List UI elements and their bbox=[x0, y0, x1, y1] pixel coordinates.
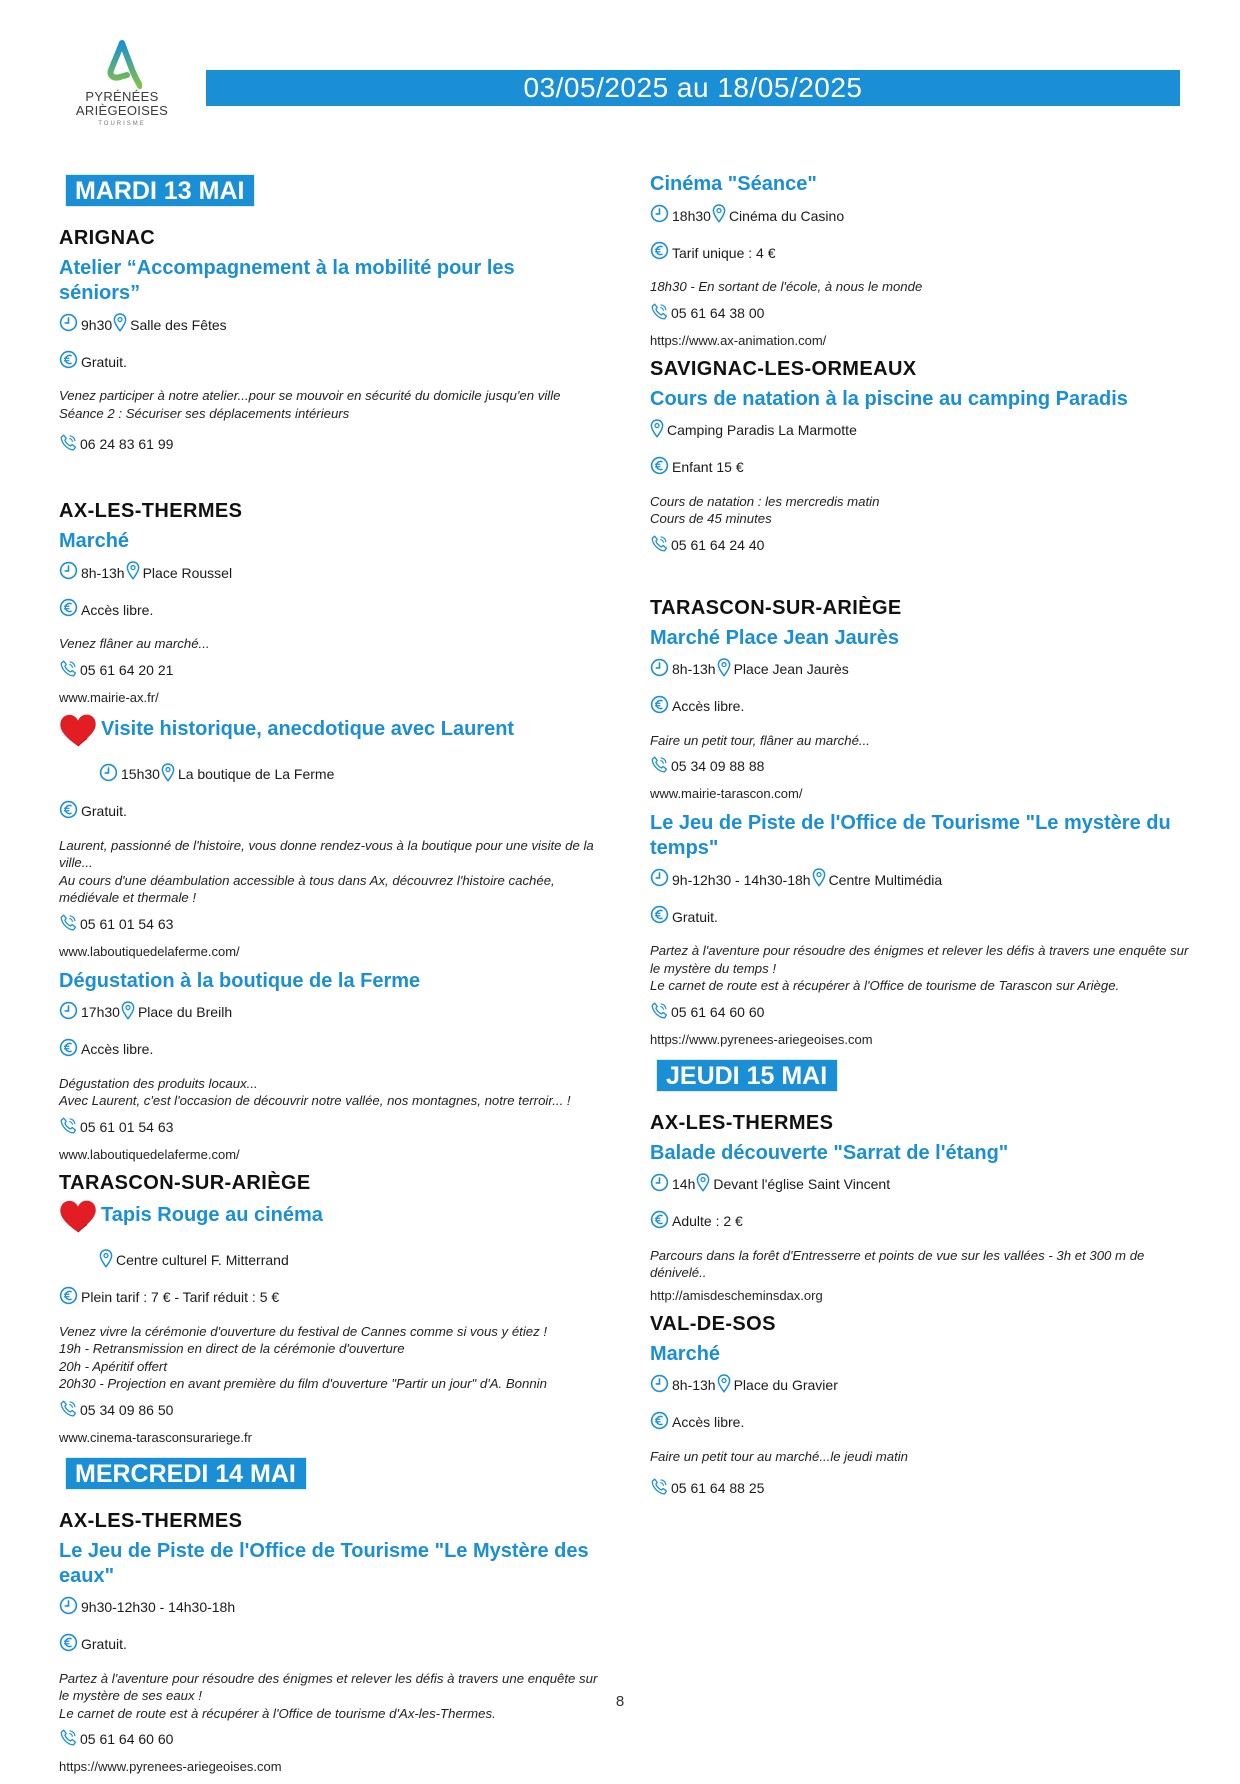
euro-icon bbox=[59, 350, 78, 373]
event-card bbox=[59, 529, 599, 705]
event-title[interactable]: Marché Place Jean Jaurès bbox=[650, 626, 900, 649]
event-time: 17h30 bbox=[81, 1004, 120, 1020]
event-title[interactable]: Visite historique, anecdotique avec Laurent bbox=[101, 717, 515, 740]
phone-number[interactable]: 05 34 09 88 88 bbox=[671, 758, 765, 774]
event-title[interactable]: Le Jeu de Piste de l'Office de Tourisme "Le mystère du temps" bbox=[650, 812, 1171, 859]
heart-icon bbox=[57, 711, 99, 756]
event-time: 8h-13h bbox=[672, 661, 716, 677]
description-line: Venez flâner au marché... bbox=[59, 636, 210, 651]
description-line: Faire un petit tour au marché...le jeudi matin bbox=[650, 1448, 909, 1464]
event-price bbox=[59, 350, 599, 373]
description-line: 20h - Apéritif offert bbox=[59, 1358, 167, 1374]
description-line: Le carnet de route est à récupérer à l'Office de tourisme de Tarascon sur Ariège. bbox=[650, 978, 1120, 993]
event-place-row bbox=[99, 1249, 599, 1272]
town-heading: ARIGNAC bbox=[59, 227, 156, 249]
event-description bbox=[59, 635, 599, 653]
phone-icon bbox=[59, 913, 78, 935]
phone-icon bbox=[650, 1477, 669, 1499]
description-line: Cours de natation : les mercredis matin bbox=[650, 493, 880, 509]
description-line: Partez à l'aventure pour résoudre des énigmes et relever les défis à travers une enquête sur le mystère du temps ! bbox=[650, 943, 1189, 976]
event-description bbox=[59, 1323, 599, 1393]
event-website[interactable]: https://www.pyrenees-ariegeoises.com bbox=[650, 1031, 873, 1047]
event-time: 15h30 bbox=[121, 766, 160, 782]
description-line: 19h - Retransmission en direct de la cérémonie d'ouverture bbox=[59, 1341, 405, 1356]
euro-icon bbox=[650, 905, 669, 928]
phone-number[interactable]: 05 61 64 60 60 bbox=[80, 1731, 174, 1747]
description-line: Cours de 45 minutes bbox=[650, 511, 772, 526]
event-phone bbox=[59, 1399, 599, 1421]
phone-number[interactable]: 05 61 01 54 63 bbox=[80, 915, 174, 932]
event-place: Centre Multimédia bbox=[828, 871, 943, 888]
left-column bbox=[59, 174, 599, 1784]
phone-number[interactable]: 05 61 64 38 00 bbox=[671, 304, 765, 321]
event-place: Centre culturel F. Mitterrand bbox=[116, 1252, 289, 1268]
location-pin-icon bbox=[650, 419, 664, 442]
phone-number[interactable]: 05 61 64 60 60 bbox=[671, 1003, 765, 1020]
right-column bbox=[650, 172, 1190, 1508]
description-line: Partez à l'aventure pour résoudre des énigmes et relever les défis à travers une enquête sur le mystère de ses eaux ! bbox=[59, 1670, 598, 1703]
event-phone bbox=[59, 659, 599, 681]
event-place: Place Jean Jaurès bbox=[733, 661, 849, 677]
event-time-place bbox=[59, 313, 599, 336]
event-description bbox=[650, 493, 1190, 528]
event-website[interactable]: www.mairie-tarascon.com/ bbox=[650, 786, 803, 801]
event-description bbox=[59, 1075, 599, 1110]
clock-icon bbox=[99, 763, 118, 786]
event-website[interactable]: www.laboutiquedelaferme.com/ bbox=[59, 943, 240, 959]
phone-icon bbox=[59, 433, 78, 455]
event-time-place bbox=[59, 1001, 599, 1024]
location-pin-icon bbox=[126, 561, 140, 584]
event-phone bbox=[650, 534, 1190, 556]
event-price-text: Enfant 15 € bbox=[672, 459, 744, 475]
event-price bbox=[650, 241, 1190, 264]
heart-icon bbox=[57, 1197, 99, 1242]
event-card bbox=[650, 1342, 1190, 1500]
logo-mountain-icon bbox=[102, 40, 142, 90]
event-time: 9h30 bbox=[81, 316, 113, 333]
event-place: Camping Paradis La Marmotte bbox=[667, 422, 857, 438]
event-time: 14h bbox=[672, 1176, 696, 1192]
event-title[interactable]: Tapis Rouge au cinéma bbox=[101, 1203, 323, 1226]
event-card bbox=[650, 626, 1190, 802]
event-description bbox=[650, 1448, 1190, 1466]
event-phone bbox=[650, 1001, 1190, 1023]
event-card bbox=[650, 387, 1190, 556]
event-title[interactable]: Cours de natation à la piscine au camping Paradis bbox=[650, 387, 1128, 410]
day-heading: JEUDI 15 MAI bbox=[656, 1059, 838, 1092]
description-line: 20h30 - Projection en avant première du film d'ouverture "Partir un jour" d'A. Bonnin bbox=[59, 1376, 547, 1391]
favorite-event-title bbox=[57, 1201, 599, 1242]
event-description bbox=[59, 837, 599, 907]
event-phone bbox=[59, 1116, 599, 1138]
event-title[interactable]: Marché bbox=[59, 530, 130, 552]
event-place-row bbox=[650, 419, 1190, 442]
clock-icon bbox=[59, 561, 78, 584]
event-time-place bbox=[59, 561, 599, 584]
phone-number[interactable]: 05 61 64 88 25 bbox=[671, 1480, 765, 1496]
clock-icon bbox=[650, 1374, 669, 1397]
town-heading: AX-LES-THERMES bbox=[59, 500, 243, 522]
event-price-text: Accès libre. bbox=[81, 601, 154, 618]
event-phone bbox=[59, 433, 599, 455]
phone-number[interactable]: 05 61 64 20 21 bbox=[80, 661, 174, 678]
event-place: Salle des Fêtes bbox=[130, 316, 227, 333]
clock-icon bbox=[59, 313, 78, 336]
description-line: Le carnet de route est à récupérer à l'Office de tourisme d'Ax-les-Thermes. bbox=[59, 1705, 496, 1721]
euro-icon bbox=[59, 1286, 78, 1309]
event-phone bbox=[59, 913, 599, 935]
clock-icon bbox=[650, 868, 669, 891]
event-title[interactable]: Dégustation à la boutique de la Ferme bbox=[59, 969, 421, 992]
event-card bbox=[650, 1141, 1190, 1303]
location-pin-icon bbox=[161, 763, 175, 786]
event-title[interactable]: Atelier “Accompagnement à la mobilité pour les séniors” bbox=[59, 257, 515, 304]
event-price-text: Accès libre. bbox=[672, 1414, 745, 1430]
event-description bbox=[59, 387, 599, 422]
phone-icon bbox=[650, 302, 669, 324]
event-website[interactable]: www.laboutiquedelaferme.com/ bbox=[59, 1146, 240, 1162]
phone-number[interactable]: 06 24 83 61 99 bbox=[80, 436, 174, 452]
page-number: 8 bbox=[615, 1693, 625, 1710]
phone-icon bbox=[650, 534, 669, 556]
description-line: Séance 2 : Sécuriser ses déplacements intérieurs bbox=[59, 405, 350, 421]
event-price bbox=[650, 1411, 1190, 1434]
location-pin-icon bbox=[121, 1001, 135, 1024]
location-pin-icon bbox=[712, 204, 726, 227]
event-place: Place Roussel bbox=[142, 564, 233, 581]
phone-icon bbox=[59, 659, 78, 681]
event-price-text: Accès libre. bbox=[672, 698, 745, 714]
event-price bbox=[650, 905, 1190, 928]
town-heading: AX-LES-THERMES bbox=[59, 1509, 243, 1532]
event-time: 18h30 bbox=[672, 207, 711, 224]
phone-number[interactable]: 05 61 64 24 40 bbox=[671, 536, 765, 553]
event-time: 8h-13h bbox=[81, 564, 125, 581]
event-time-place bbox=[650, 658, 1190, 681]
description-line: Venez participer à notre atelier...pour se mouvoir en sécurité du domicile jusqu'en ville bbox=[59, 388, 561, 403]
event-website[interactable]: http://amisdescheminsdax.org bbox=[650, 1287, 823, 1303]
event-description bbox=[650, 1247, 1190, 1282]
event-price bbox=[59, 1633, 599, 1656]
logo-line-2: ARIÈGEOISES bbox=[75, 103, 169, 118]
location-pin-icon bbox=[99, 1249, 113, 1272]
event-place: Place du Gravier bbox=[733, 1377, 838, 1393]
event-time-row bbox=[59, 1596, 599, 1619]
brand-logo bbox=[74, 40, 170, 127]
euro-icon bbox=[650, 1411, 669, 1434]
event-description bbox=[650, 942, 1190, 995]
event-card bbox=[59, 969, 599, 1162]
phone-number[interactable]: 05 61 01 54 63 bbox=[80, 1118, 174, 1135]
location-pin-icon bbox=[812, 868, 826, 891]
clock-icon bbox=[59, 1001, 78, 1024]
event-description bbox=[650, 732, 1190, 750]
description-line: Venez vivre la cérémonie d'ouverture du festival de Cannes comme si vous y étiez ! bbox=[59, 1323, 548, 1339]
event-card bbox=[59, 1539, 599, 1775]
event-card bbox=[650, 172, 1190, 348]
event-price-text: Accès libre. bbox=[81, 1041, 154, 1057]
event-price-text: Gratuit. bbox=[81, 353, 127, 370]
event-time-place bbox=[650, 1374, 1190, 1397]
day-heading: MARDI 13 MAI bbox=[65, 174, 255, 207]
event-card bbox=[650, 811, 1190, 1047]
description-line: 18h30 - En sortant de l'école, à nous le monde bbox=[650, 279, 923, 294]
event-price bbox=[59, 1286, 599, 1309]
location-pin-icon bbox=[717, 658, 731, 681]
town-heading: TARASCON-SUR-ARIÈGE bbox=[650, 596, 902, 619]
event-website[interactable]: www.cinema-tarasconsurariege.fr bbox=[59, 1429, 252, 1445]
favorite-event-title bbox=[57, 715, 599, 756]
event-price bbox=[650, 695, 1190, 718]
day-heading: MERCREDI 14 MAI bbox=[65, 1457, 307, 1490]
event-price-text: Adulte : 2 € bbox=[672, 1213, 743, 1229]
phone-icon bbox=[59, 1116, 78, 1138]
event-price bbox=[650, 456, 1190, 479]
phone-icon bbox=[59, 1728, 78, 1750]
event-website[interactable]: https://www.pyrenees-ariegeoises.com bbox=[59, 1759, 282, 1774]
phone-icon bbox=[59, 1399, 78, 1421]
description-line: Dégustation des produits locaux... bbox=[59, 1075, 258, 1091]
euro-icon bbox=[650, 1210, 669, 1233]
location-pin-icon bbox=[717, 1374, 731, 1397]
description-line: Faire un petit tour, flâner au marché... bbox=[650, 732, 870, 748]
event-place: La boutique de La Ferme bbox=[177, 766, 335, 782]
event-title[interactable]: Le Jeu de Piste de l'Office de Tourisme "Le Mystère des eaux" bbox=[59, 1539, 589, 1587]
event-time: 8h-13h bbox=[672, 1377, 716, 1393]
event-phone bbox=[650, 302, 1190, 324]
logo-line-3: TOURISME bbox=[98, 121, 146, 127]
logo-line-1: PYRÉNÉES bbox=[85, 89, 159, 104]
event-place: Devant l'église Saint Vincent bbox=[713, 1176, 891, 1192]
event-card bbox=[59, 715, 599, 959]
event-time: 9h30-12h30 - 14h30-18h bbox=[81, 1599, 236, 1615]
event-time-place bbox=[99, 763, 599, 786]
euro-icon bbox=[650, 695, 669, 718]
euro-icon bbox=[650, 456, 669, 479]
event-website[interactable]: https://www.ax-animation.com/ bbox=[650, 332, 827, 348]
event-phone bbox=[650, 1477, 1190, 1499]
euro-icon bbox=[59, 598, 78, 621]
euro-icon bbox=[59, 1038, 78, 1061]
town-heading: VAL-DE-SOS bbox=[650, 1312, 776, 1335]
town-heading: SAVIGNAC-LES-ORMEAUX bbox=[650, 357, 917, 380]
description-line: Au cours d'une déambulation accessible à tous dans Ax, découvrez l'histoire cachée, médiévale et thermale ! bbox=[59, 872, 555, 905]
phone-number[interactable]: 05 34 09 86 50 bbox=[80, 1401, 174, 1418]
event-price bbox=[650, 1210, 1190, 1233]
event-price bbox=[59, 1038, 599, 1061]
event-price-text: Plein tarif : 7 € - Tarif réduit : 5 € bbox=[81, 1289, 280, 1305]
event-price-text: Gratuit. bbox=[81, 1636, 127, 1652]
event-place: Place du Breilh bbox=[137, 1004, 233, 1020]
date-range-banner: 03/05/2025 au 18/05/2025 bbox=[206, 70, 1180, 106]
event-time-place bbox=[650, 204, 1190, 227]
event-description bbox=[650, 278, 1190, 296]
event-place: Cinéma du Casino bbox=[728, 207, 845, 224]
town-heading: AX-LES-THERMES bbox=[650, 1111, 834, 1134]
event-website[interactable]: www.mairie-ax.fr/ bbox=[59, 689, 159, 705]
location-pin-icon bbox=[113, 313, 127, 336]
euro-icon bbox=[650, 241, 669, 264]
event-card bbox=[59, 1201, 599, 1445]
event-price-text: Gratuit. bbox=[81, 803, 127, 819]
event-time-place bbox=[650, 1173, 1190, 1196]
event-time-place bbox=[650, 868, 1190, 891]
event-price bbox=[59, 800, 599, 823]
location-pin-icon bbox=[696, 1173, 710, 1196]
description-line: Parcours dans la forêt d'Entresserre et points de vue sur les vallées - 3h et 300 m de dénivelé.. bbox=[650, 1247, 1145, 1280]
description-line: Laurent, passionné de l'histoire, vous donne rendez-vous à la boutique pour une visite de la ville... bbox=[59, 837, 594, 870]
event-phone bbox=[59, 1728, 599, 1750]
town-heading: TARASCON-SUR-ARIÈGE bbox=[59, 1171, 311, 1194]
event-phone bbox=[650, 755, 1190, 777]
euro-icon bbox=[59, 1633, 78, 1656]
euro-icon bbox=[59, 800, 78, 823]
event-price-text: Gratuit. bbox=[672, 908, 718, 925]
event-price-text: Tarif unique : 4 € bbox=[672, 244, 776, 261]
event-price bbox=[59, 598, 599, 621]
clock-icon bbox=[650, 658, 669, 681]
description-line: Avec Laurent, c'est l'occasion de découvrir notre vallée, nos montagnes, notre terroir... ! bbox=[59, 1093, 571, 1108]
event-title[interactable]: Balade découverte "Sarrat de l'étang" bbox=[650, 1141, 1009, 1164]
clock-icon bbox=[650, 1173, 669, 1196]
event-title[interactable]: Marché bbox=[650, 1342, 721, 1365]
phone-icon bbox=[650, 755, 669, 777]
clock-icon bbox=[650, 204, 669, 227]
clock-icon bbox=[59, 1596, 78, 1619]
phone-icon bbox=[650, 1001, 669, 1023]
event-title[interactable]: Cinéma "Séance" bbox=[650, 173, 817, 195]
event-time: 9h-12h30 - 14h30-18h bbox=[672, 871, 811, 888]
event-card bbox=[59, 256, 599, 455]
